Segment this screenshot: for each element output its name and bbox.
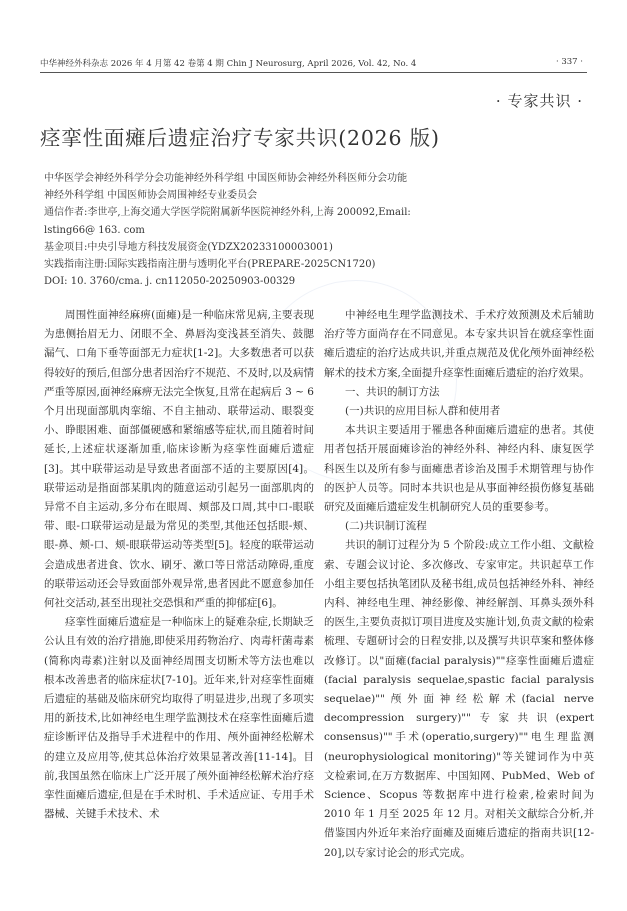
paragraph: 周围性面神经麻痹(面瘫)是一种临床常见病,主要表现为患侧抬眉无力、闭眼不全、鼻唇沟变浅甚至消失、鼓腮漏气、口角下垂等面部无力症状[1-2]。大多数患者可以获得较好的预后,但部分患者因治疗不规范、不及时,以及病情严重等原因,面神经麻痹无法完全恢复,且常在起病后 3 ~ 6 个月出现面部肌肉挛缩、不自主抽动、联带运动、眼裂变小、睁眼困难、面部僵硬感和紧缩感等症状,而且随着时间延长,上述症状逐渐加重,临床诊断为痉挛性面瘫后遗症[3]。其中联带运动是导致患者面部不适的主要原因[4]。联带运动是指面部某肌肉的随意运动引起另一面部肌肉的异常不自主运动,多分布在眼周、颊部及口周,其中口-眼联带、眼-口联带运动是最为常见的类型,其他还包括眼-颊、眼-鼻、颊-口、颊-眼联带运动等类型[5]。轻度的联带运动会造成患者进食、饮水、刷牙、漱口等日常活动障碍,重度的联带运动还会导致面部外观异常,患者因此不愿意参加任何社交活动,甚至出现社交恐惧和严重的抑郁症[6]。 [44, 309, 314, 610]
section-tag: · 专家共识 · [495, 92, 583, 110]
section-heading: 一、共识的制订方法 [345, 385, 440, 398]
paragraph: 痉挛性面瘫后遗症是一种临床上的疑难杂症,长期缺乏公认且有效的治疗措施,即使采用药物治疗、肉毒杆菌毒素(简称肉毒素)注射以及面神经周围支切断术等方法也难以根本改善患者的临床症状[7-10]。近年来,针对痉挛性面瘫后遗症的基础及临床研究均取得了明显进步,出现了多项实用的新技术,比如神经电生理学监测技术在痉挛性面瘫后遗症诊断评估及指导手术进程中的作用、颅外面神经松解术的建立及应用等,使其总体治疗效果显著改善[11-14]。目前,我国虽然在临床上广泛开展了颅外面神经松解术治疗痉挛性面瘫后遗症,但是在手术时机、手术适应证、专用手术器械、关键手术技术、术 [44, 616, 314, 821]
registration-line: 实践指南注册:国际实践指南注册与透明化平台(PREPARE-2025CN1720) [44, 259, 376, 271]
corresponding-line-1: 通信作者:李世亭,上海交通大学医学院附属新华医院神经外科,上海 200092,Email: [44, 207, 411, 219]
paragraph: 本共识主要适用于罹患各种面瘫后遗症的患者。其使用者包括开展面瘫诊治的神经外科、神经内科、康复医学科医生以及所有参与面瘫患者诊治及围手术期管理与协作的医护人员等。同时本共识也是从事面神经损伤修复基础研究及面瘫后遗症发生机制研究人员的重要参考。 [324, 424, 594, 514]
body-column-right [324, 306, 594, 863]
subsection-heading: (二)共识制订流程 [345, 520, 427, 533]
header-rule [40, 72, 587, 73]
doi-line[interactable]: DOI: 10. 3760/cma. j. cn112050-20250903-00329 [44, 276, 296, 288]
journal-header: 中华神经外科杂志 2026 年 4 月第 42 卷第 4 期 Chin J Neurosurg, April 2026, Vol. 42, No. 4 [40, 59, 417, 69]
subsection-heading: (一)共识的应用目标人群和使用者 [345, 405, 501, 418]
author-block [44, 170, 504, 290]
paragraph: 共识的制订过程分为 5 个阶段:成立工作小组、文献检索、专题会议讨论、多次修改、专家审定。共识起草工作小组主要包括执笔团队及秘书组,成员包括神经外科、神经内科、神经电生理、神经影像、神经解剖、耳鼻头颈外科的医生,主要负责拟订项目进度及实施计划,负责文献的检索梳理、专题研讨会的日程安排,以及撰写共识草案和整体修改修订。以"面瘫(facial paralysis)""痉挛性面瘫后遗症(facial paralysis sequelae,spastic facial paralysis sequelae)""颅外面神经松解术(facial nerve decompression surgery)""专家共识(expert consensus)""手术(operatio,surgery)""电生理监测(neurophysiological monitoring)"等关键词作为中英文检索词,在万方数据库、中国知网、PubMed、Web of Science、Scopus 等数据库中进行检索,检索时间为 2010 年 1 月至 2025 年 12 月。对相关文献综合分析,并借鉴国内外近年来治疗面瘫及面瘫后遗症的指南共识[12-20],以专家讨论会的形式完成。 [324, 539, 594, 859]
article-title: 痉挛性面瘫后遗症治疗专家共识(2026 版) [40, 126, 440, 150]
authors-line-1: 中华医学会神经外科学分会功能神经外科学组 中国医师协会神经外科医师分会功能 [44, 173, 408, 184]
funding-line: 基金项目:中央引导地方科技发展资金(YDZX20233100003001) [44, 241, 333, 253]
paragraph: 中神经电生理学监测技术、手术疗效预测及术后辅助治疗等方面尚存在不同意见。本专家共识旨在就痉挛性面瘫后遗症的治疗达成共识,并重点规范及优化颅外面神经松解术的技术方案,全面提升痉挛性面瘫后遗症的治疗效果。 [324, 309, 594, 379]
page-number: · 337 · [555, 57, 583, 67]
authors-line-2: 神经外科学组 中国医师协会周围神经专业委员会 [44, 190, 258, 202]
body-column-left [44, 306, 314, 824]
corresponding-email[interactable]: lsting66@ 163. com [44, 224, 145, 236]
